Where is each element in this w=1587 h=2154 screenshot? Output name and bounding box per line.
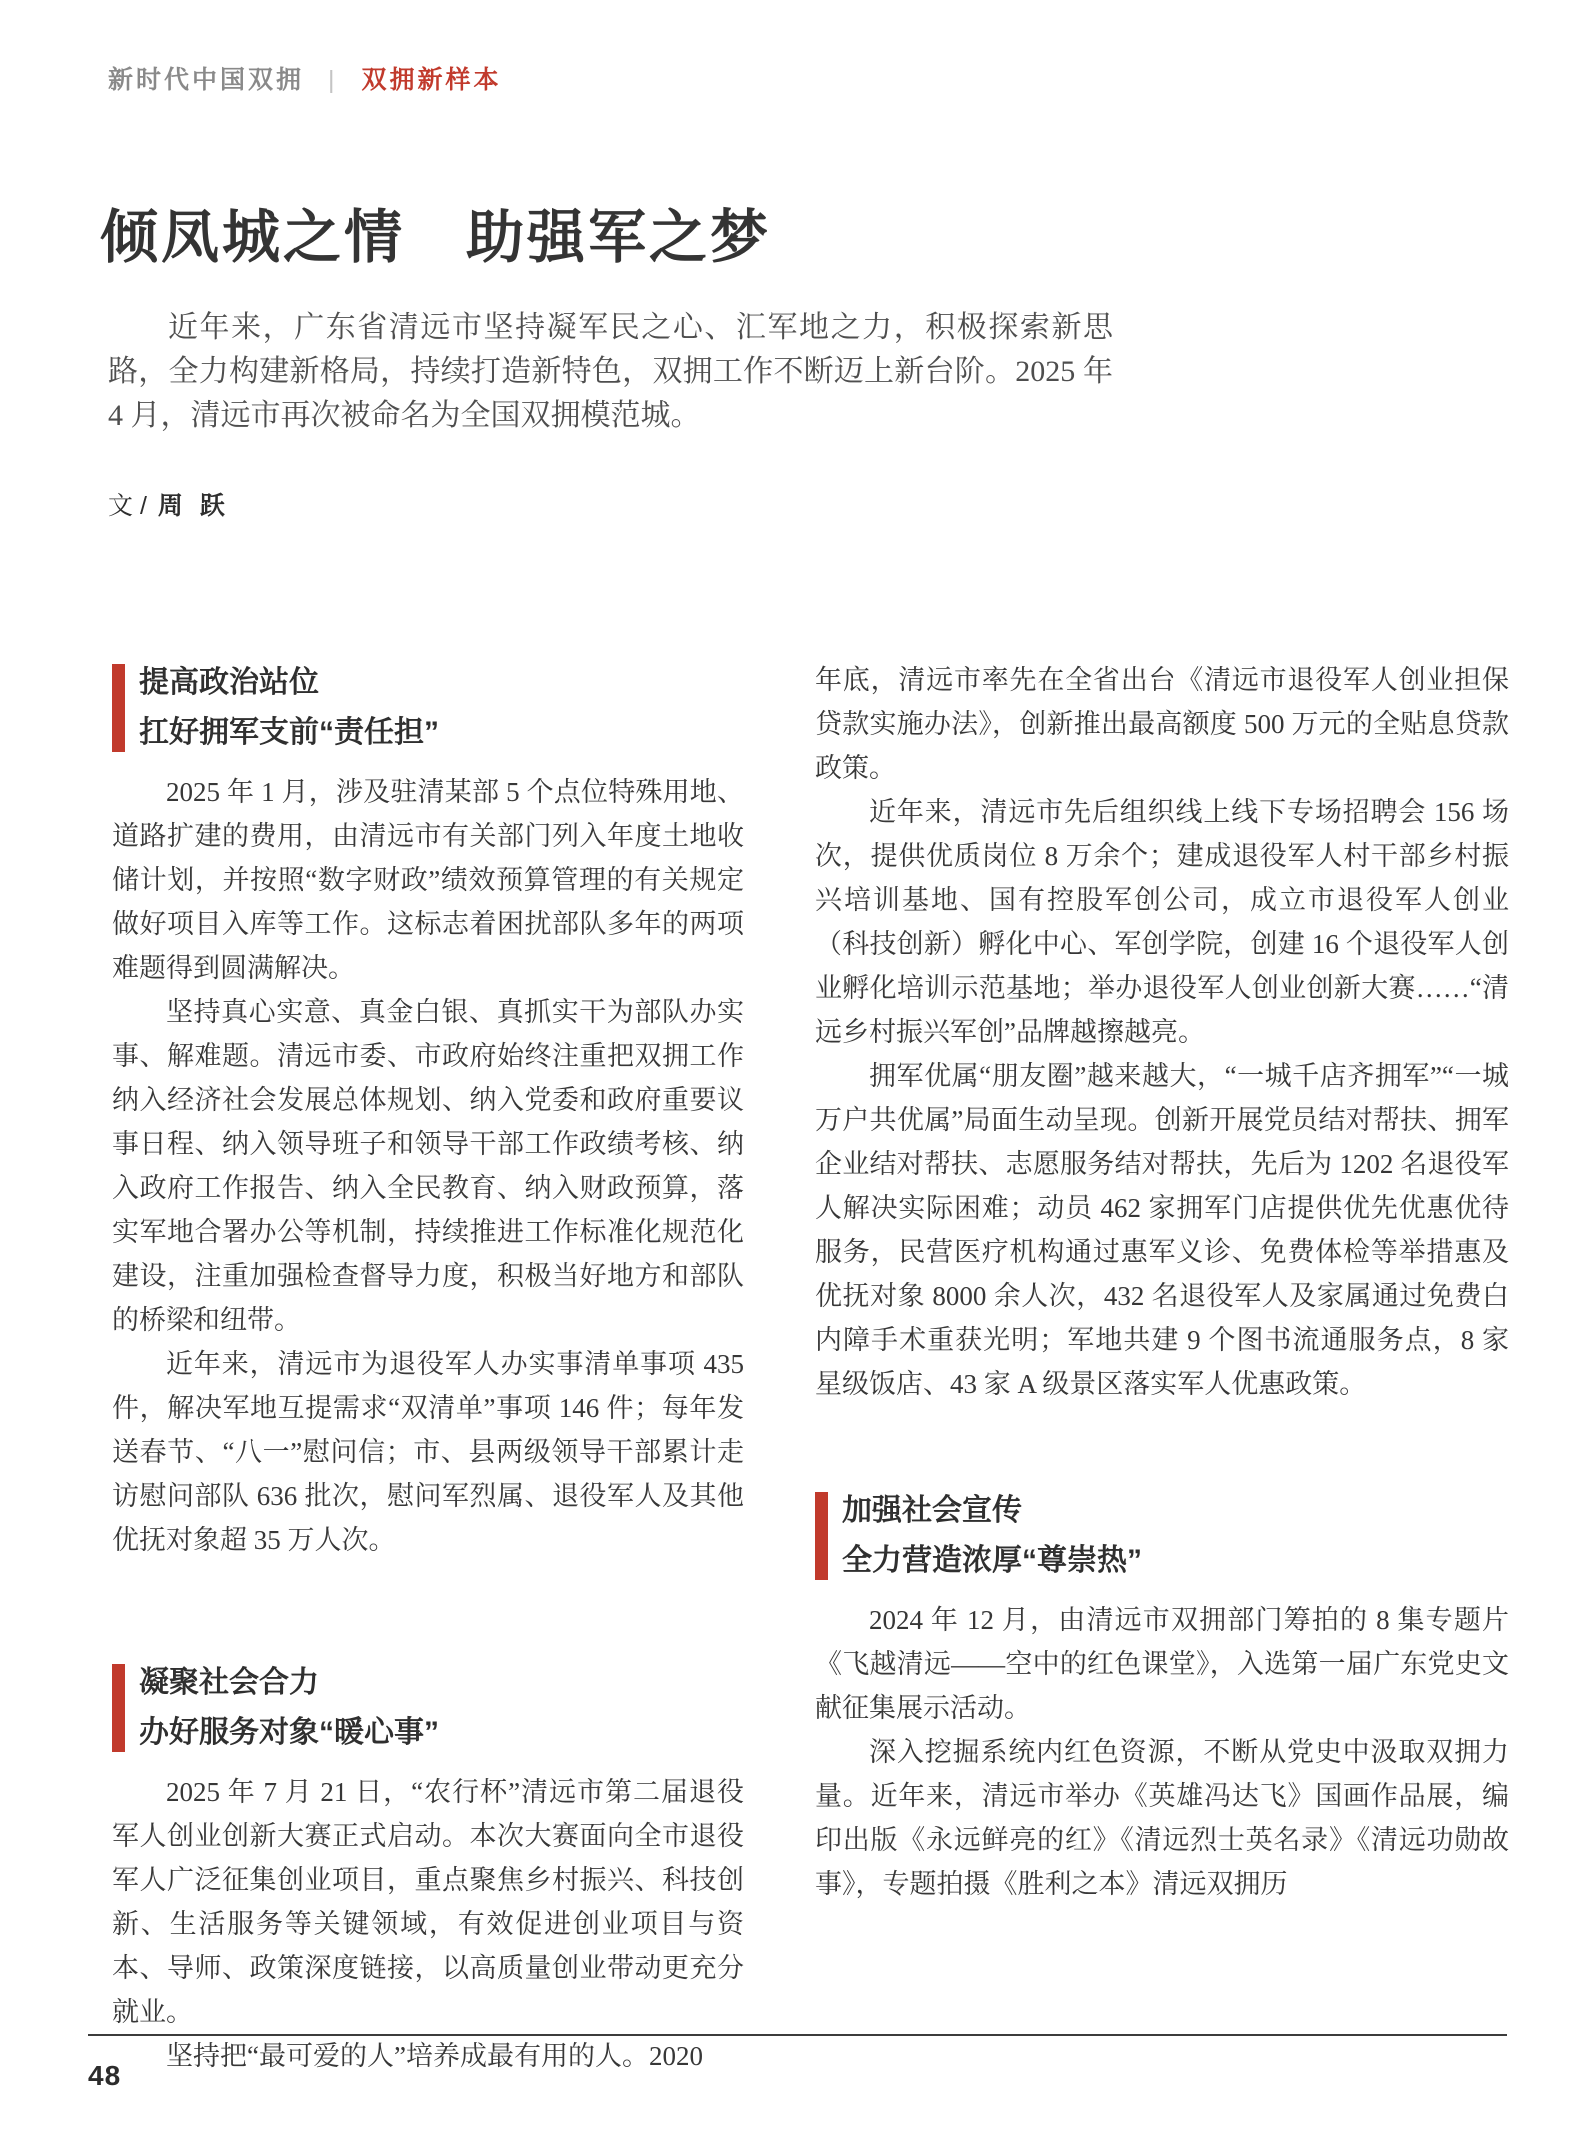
section-heading-line: 加强社会宣传	[842, 1494, 1022, 1527]
body-paragraph: 拥军优属“朋友圈”越来越大，“一城千店齐拥军”“一城万户共优属”局面生动呈现。创新开展党员结对帮扶、拥军企业结对帮扶、志愿服务结对帮扶，先后为 1202 名退役军人解决实际困难；动员 462 家拥军门店提供优先优惠优待服务，民营医疗机构通过惠军义诊、免费体检等举措惠及优抚对象 8000 余人次，432 名退役军人及家属通过免费白内障手术重获光明；军地共建 9 个图书流通服务点，8 家星级饭店、43 家 A 级景区落实军人优惠政策。	[815, 1061, 1509, 1399]
body-paragraph: 年底，清远市率先在全省出台《清远市退役军人创业担保贷款实施办法》，创新推出最高额度 500 万元的全贴息贷款政策。	[815, 665, 1509, 783]
right-column	[815, 658, 1509, 1906]
section-heading-line: 提高政治站位	[139, 666, 319, 699]
paragraph-group	[112, 770, 744, 1562]
page-header	[108, 60, 502, 96]
paragraph-group	[815, 658, 1509, 1406]
paragraph-group	[112, 1770, 744, 2078]
section-heading-1	[112, 658, 744, 758]
byline-author: 周 跃	[157, 492, 230, 520]
body-paragraph: 深入挖掘系统内红色资源，不断从党史中汲取双拥力量。近年来，清远市举办《英雄冯达飞》国画作品展，编印出版《永远鲜亮的红》《清远烈士英名录》《清远功勋故事》，专题拍摄《胜利之本》清远双拥历	[815, 1737, 1509, 1899]
header-series-label: 新时代中国双拥	[108, 66, 305, 94]
article-title: 倾凤城之情 助强军之梦	[100, 205, 772, 270]
section-heading-line: 扛好拥军支前“责任担”	[139, 716, 439, 749]
left-column	[112, 658, 744, 2078]
section-heading-line: 凝聚社会合力	[139, 1666, 319, 1699]
section-heading-2	[112, 1658, 744, 1758]
byline	[108, 486, 230, 522]
footer-rule	[88, 2034, 1507, 2036]
article-intro: 近年来，广东省清远市坚持凝军民之心、汇军地之力，积极探索新思路，全力构建新格局，持续打造新特色，双拥工作不断迈上新台阶。2025 年 4 月，清远市再次被命名为全国双拥模范城。	[108, 311, 1113, 432]
body-paragraph: 2025 年 1 月，涉及驻清某部 5 个点位特殊用地、道路扩建的费用，由清远市有关部门列入年度土地收储计划，并按照“数字财政”绩效预算管理的有关规定做好项目入库等工作。这标志着困扰部队多年的两项难题得到圆满解决。	[112, 777, 744, 983]
header-divider: |	[328, 66, 338, 94]
body-paragraph: 2025 年 7 月 21 日，“农行杯”清远市第二届退役军人创业创新大赛正式启动。本次大赛面向全市退役军人广泛征集创业项目，重点聚焦乡村振兴、科技创新、生活服务等关键领域，有效促进创业项目与资本、导师、政策深度链接，以高质量创业带动更充分就业。	[112, 1777, 744, 2027]
body-paragraph: 近年来，清远市为退役军人办实事清单事项 435 件，解决军地互提需求“双清单”事项 146 件；每年发送春节、“八一”慰问信；市、县两级领导干部累计走访慰问部队 636 批次，慰问军烈属、退役军人及其他优抚对象超 35 万人次。	[112, 1349, 744, 1555]
section-heading-line: 全力营造浓厚“尊崇热”	[842, 1544, 1142, 1577]
body-paragraph: 2024 年 12 月，由清远市双拥部门筹拍的 8 集专题片《飞越清远——空中的红色课堂》，入选第一届广东党史文献征集展示活动。	[815, 1605, 1509, 1723]
paragraph-group	[815, 1598, 1509, 1906]
body-paragraph: 近年来，清远市先后组织线上线下专场招聘会 156 场次，提供优质岗位 8 万余个；建成退役军人村干部乡村振兴培训基地、国有控股军创公司，成立市退役军人创业（科技创新）孵化中心、军创学院，创建 16 个退役军人创业孵化培训示范基地；举办退役军人创业创新大赛……“清远乡村振兴军创”品牌越擦越亮。	[815, 797, 1509, 1047]
section-heading-line: 办好服务对象“暖心事”	[139, 1716, 439, 1749]
byline-prefix: 文 /	[108, 492, 154, 520]
body-paragraph: 坚持把“最可爱的人”培养成最有用的人。2020	[166, 2041, 703, 2071]
body-paragraph: 坚持真心实意、真金白银、真抓实干为部队办实事、解难题。清远市委、市政府始终注重把双拥工作纳入经济社会发展总体规划、纳入党委和政府重要议事日程、纳入领导班子和领导干部工作政绩考核、纳入政府工作报告、纳入全民教育、纳入财政预算，落实军地合署办公等机制，持续推进工作标准化规范化建设，注重加强检查督导力度，积极当好地方和部队的桥梁和纽带。	[112, 997, 744, 1335]
header-section-label: 双拥新样本	[361, 66, 502, 94]
section-heading-3	[815, 1486, 1509, 1586]
page-number: 48	[88, 2060, 122, 2091]
